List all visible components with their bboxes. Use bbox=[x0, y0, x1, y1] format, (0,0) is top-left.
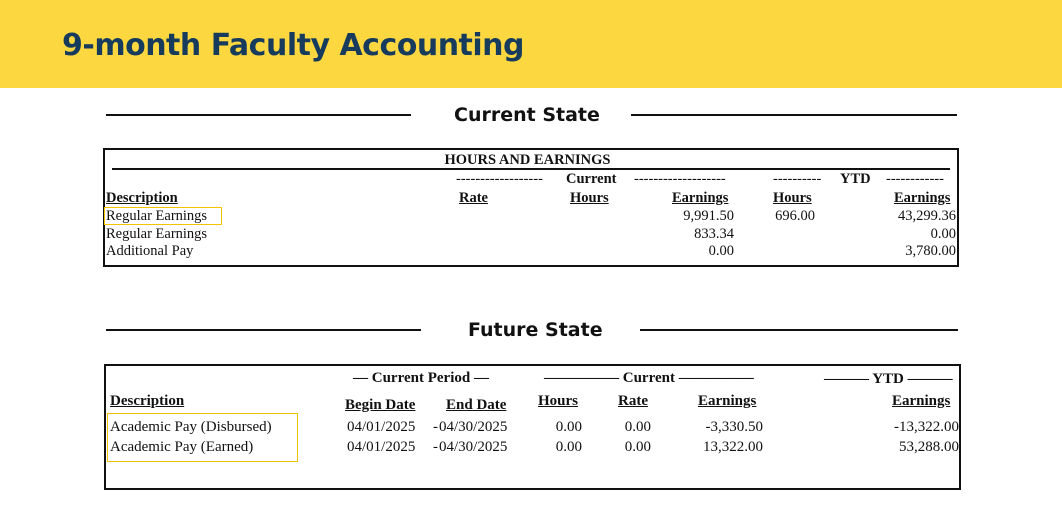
row-date-sep: - bbox=[433, 439, 438, 455]
row-end-date: 04/30/2025 bbox=[439, 439, 508, 455]
row-ytd-earnings: 3,780.00 bbox=[905, 243, 956, 259]
row-ytd-earnings: -13,322.00 bbox=[894, 419, 959, 435]
title-banner bbox=[0, 0, 1062, 88]
current-group-label: Current bbox=[566, 171, 617, 187]
col-ytd-earnings: Earnings bbox=[894, 190, 951, 206]
ytd-dash-left: ---------- bbox=[773, 171, 822, 187]
row-begin-date: 04/01/2025 bbox=[347, 439, 416, 455]
row-ytd-earnings: 53,288.00 bbox=[899, 439, 959, 455]
current-state-rule-left bbox=[106, 114, 411, 116]
row-earnings: 9,991.50 bbox=[683, 208, 734, 224]
col-earnings: Earnings bbox=[698, 393, 757, 409]
future-state-rule-left bbox=[106, 329, 421, 331]
row-begin-date: 04/01/2025 bbox=[347, 419, 416, 435]
future-state-title: Future State bbox=[468, 319, 603, 341]
col-description: Description bbox=[106, 190, 178, 206]
col-ytd-earnings: Earnings bbox=[892, 393, 951, 409]
table-row: Regular Earnings bbox=[106, 226, 208, 242]
row-rate: 0.00 bbox=[624, 419, 651, 435]
row-ytd-earnings: 43,299.36 bbox=[898, 208, 956, 224]
col-hours: Hours bbox=[538, 393, 579, 409]
ytd-group-label: YTD bbox=[840, 171, 871, 187]
row-earnings: 13,322.00 bbox=[703, 439, 763, 455]
row-earnings: -3,330.50 bbox=[705, 419, 763, 435]
row-ytd-hours: 696.00 bbox=[775, 208, 815, 224]
row-rate: 0.00 bbox=[624, 439, 651, 455]
table-row: Additional Pay bbox=[106, 243, 194, 259]
current-dash-mid: ------------------- bbox=[634, 171, 726, 187]
table-title-rule bbox=[112, 168, 950, 170]
row-hours: 0.00 bbox=[555, 419, 582, 435]
page-title: 9-month Faculty Accounting bbox=[62, 28, 525, 63]
col-rate: Rate bbox=[459, 190, 488, 206]
col-rate: Rate bbox=[618, 393, 648, 409]
col-earnings: Earnings bbox=[672, 190, 729, 206]
row-earnings: 833.34 bbox=[694, 226, 734, 242]
col-description: Description bbox=[110, 393, 185, 409]
row-end-date: 04/30/2025 bbox=[439, 419, 508, 435]
row-ytd-earnings: 0.00 bbox=[930, 226, 956, 242]
table-row: Academic Pay (Earned) bbox=[110, 439, 254, 455]
ytd-dash-right: ------------ bbox=[886, 171, 944, 187]
col-end-date: End Date bbox=[446, 397, 507, 413]
row-hours: 0.00 bbox=[555, 439, 582, 455]
col-begin-date: Begin Date bbox=[345, 397, 416, 413]
row-earnings: 0.00 bbox=[708, 243, 734, 259]
current-dash-left: ------------------ bbox=[456, 171, 543, 187]
table-title: HOURS AND EARNINGS bbox=[444, 152, 611, 168]
current-group-label: ————— Current ————— bbox=[544, 370, 754, 386]
ytd-group-label: ——— YTD ——— bbox=[824, 371, 953, 387]
col-hours: Hours bbox=[570, 190, 609, 206]
current-state-rule-right bbox=[631, 114, 957, 116]
period-group-label: — Current Period — bbox=[353, 370, 489, 386]
table-row: Academic Pay (Disbursed) bbox=[110, 419, 272, 435]
row-date-sep: - bbox=[433, 419, 438, 435]
future-state-rule-right bbox=[640, 329, 958, 331]
table-row: Regular Earnings bbox=[106, 208, 208, 224]
col-ytd-hours: Hours bbox=[773, 190, 812, 206]
current-state-title: Current State bbox=[454, 104, 600, 126]
